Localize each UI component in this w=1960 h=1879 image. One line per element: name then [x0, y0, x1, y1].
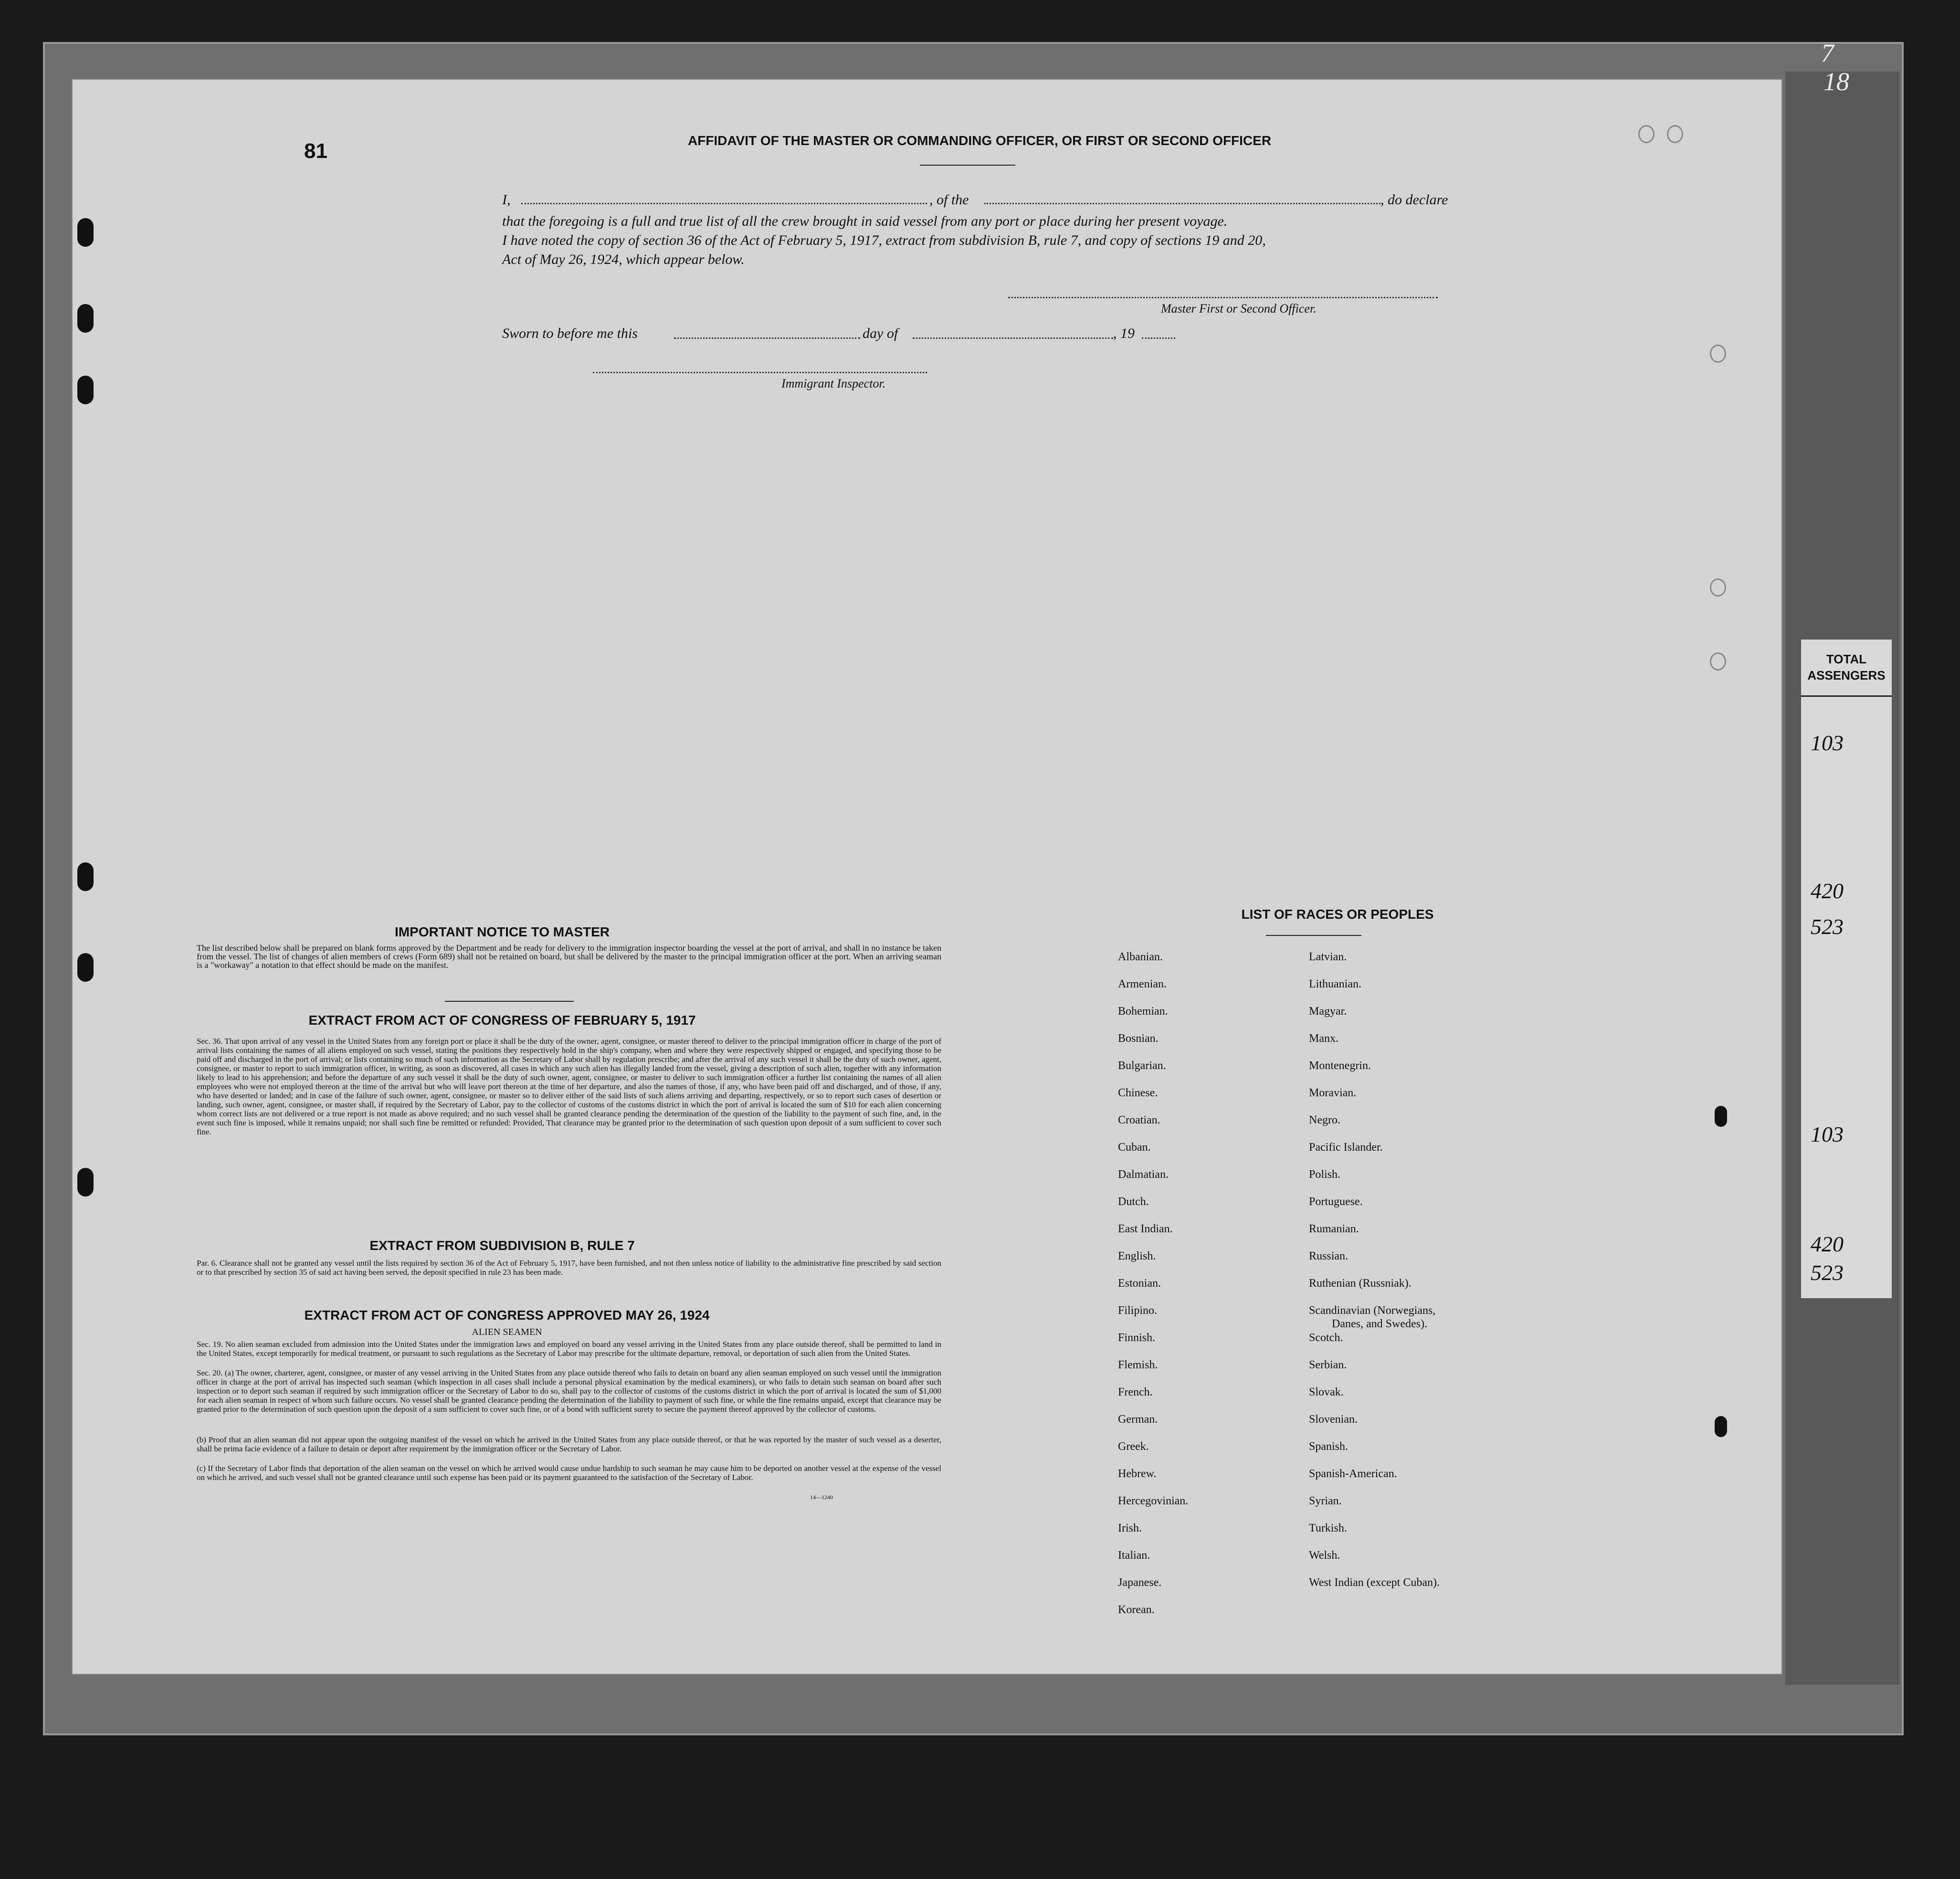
manifest-page	[72, 79, 1782, 1675]
race-item: Spanish.	[1309, 1440, 1349, 1453]
race-item: English.	[1118, 1250, 1156, 1262]
tally-value: 103	[1811, 731, 1844, 755]
notice-rule	[445, 1001, 574, 1002]
binder-ring	[1710, 578, 1726, 597]
affidavit-line2: that the foregoing is a full and true list of all the crew brought in said vessel from any port or place during her present voyage.	[502, 213, 1228, 229]
race-item: Portuguese.	[1309, 1196, 1363, 1208]
sec-20b-text: (b) Proof that an alien seaman did not appear upon the outgoing manifest of the vessel on which he arrived in the United States from any place outside thereof, or that he was reported by the master of such vessel as a deserter, shall be prima facie evidence of a failure to detain or deport after requirement by the immigration officer or the Secretary of Labor.	[197, 1435, 941, 1453]
race-item: Dutch.	[1118, 1196, 1149, 1208]
tally-value: 523	[1811, 914, 1844, 939]
race-item: French.	[1118, 1386, 1153, 1398]
race-item: Turkish.	[1309, 1522, 1347, 1534]
affidavit-i: I,	[502, 192, 511, 208]
inspector-signature-line	[593, 372, 927, 373]
race-item: Negro.	[1309, 1114, 1340, 1126]
race-item: Ruthenian (Russniak).	[1309, 1277, 1412, 1290]
vessel-blank	[984, 203, 1380, 204]
race-item: Korean.	[1118, 1604, 1155, 1616]
race-item: Greek.	[1118, 1440, 1149, 1453]
race-item: Scandinavian (Norwegians,	[1309, 1304, 1436, 1317]
races-title: LIST OF RACES OR PEOPLES	[1241, 907, 1434, 922]
extract-1917-title: EXTRACT FROM ACT OF CONGRESS OF FEBRUARY 5, 1917	[308, 1013, 696, 1028]
punch-hole	[1715, 1106, 1727, 1127]
sec-20c-text: (c) If the Secretary of Labor finds that deportation of the alien seaman on the vessel on which he arrived would cause undue hardship to such seaman he may cause him to be deported on another vessel at the expense of the vessel on which he arrived, and such vessel shall not be granted clearance until such expense has been paid or its payment guaranteed to the satisfaction of the Secretary of Labor.	[197, 1464, 941, 1482]
alien-seamen-subtitle: ALIEN SEAMEN	[472, 1327, 542, 1337]
tally-header-line2: ASSENGERS	[1807, 668, 1886, 682]
sworn-year-blank	[1142, 337, 1175, 339]
sec-19-text: Sec. 19. No alien seaman excluded from admission into the United States under the immigration laws and employed on board any vessel arriving in the United States from any place outside thereof, shall be permitted to land in the United States, except temporarily for medical treatment, or pursuant to such regulations as the Secretary of Labor may prescribe for the ultimate departure, removal, or deportation of such alien from the United States.	[197, 1340, 941, 1358]
race-item: German.	[1118, 1413, 1158, 1426]
race-item: East Indian.	[1118, 1223, 1173, 1235]
race-item: Rumanian.	[1309, 1223, 1359, 1235]
race-item: Magyar.	[1309, 1005, 1347, 1018]
affidavit-title: AFFIDAVIT OF THE MASTER OR COMMANDING OFFICER, OR FIRST OR SECOND OFFICER	[687, 133, 1272, 148]
race-item: Slovenian.	[1309, 1413, 1358, 1426]
total-passengers-column	[1800, 640, 1892, 1298]
punch-hole	[77, 1168, 94, 1197]
race-item: Serbian.	[1309, 1359, 1347, 1371]
races-left-column	[1118, 944, 1299, 1624]
race-item: Moravian.	[1309, 1087, 1357, 1099]
tally-header	[1801, 640, 1892, 697]
race-item: Flemish.	[1118, 1359, 1158, 1371]
tally-value: 420	[1811, 879, 1844, 903]
punch-hole	[77, 862, 94, 891]
sworn-month-blank	[913, 337, 1113, 339]
punch-hole	[77, 376, 94, 404]
race-item: Latvian.	[1309, 951, 1347, 963]
race-item: Syrian.	[1309, 1495, 1342, 1507]
binder-ring	[1710, 345, 1726, 363]
sworn-text: Sworn to before me this	[502, 325, 638, 341]
race-item: Welsh.	[1309, 1549, 1340, 1562]
margin-mark-2: 18	[1823, 67, 1849, 96]
race-item: Bosnian.	[1118, 1032, 1159, 1045]
binder-ring	[1667, 125, 1683, 143]
race-item: Pacific Islander.	[1309, 1141, 1383, 1154]
extract-1917-text: Sec. 36. That upon arrival of any vessel in the United States from any foreign port or place it shall be the duty of the owner, agent, consignee, or master thereof to deliver to the principal immigration officer in charge of the port of arrival lists containing the names of all aliens employed on such vessel, stating the positions they respectively hold in the ship's company, when and where they were respectively shipped or engaged, and specifying those to be paid off and discharged in the port of arrival; or lists containing so much of such information as the Secretary of Labor shall by regulation prescribe; and after the arrival of any such vessel it shall be the duty of such owner, agent, consignee, or master to report to such immigration officer, in writing, as soon as discovered, all cases in which any such alien has illegally landed from the vessel, giving a description of such alien, together with any information likely to lead to his apprehension; and before the departure of any such vessel it shall be the duty of such owner, agent, consignee, or master to deliver to such immigration officer a further list containing the names of all alien employees who were not employed thereon at the time of the arrival but who will leave port thereon at the time of her departure, and also the names of those, if any, who have been paid off and discharged, and of those, if any, who have deserted or landed; and in case of the failure of such owner, agent, consignee, or master so to deliver either of the said lists of such aliens arriving and departing, respectively, or so to report such cases of desertion or landing, such owner, agent, consignee, or master shall, if required by the Secretary of Labor, pay to the collector of customs of the customs district in which the port of arrival is located the sum of $10 for each alien concerning whom correct lists are not delivered or a true report is not made as above required; and no such vessel shall be granted clearance pending the determination of the question of the liability to the payment of such fine, and, in the event such fine is imposed, while it remains unpaid; nor shall such fine be remitted or refunded: Provided, That clearance may be granted prior to the determination of such question upon deposit of a sum sufficient to cover such fine.	[197, 1037, 941, 1136]
inspector-label: Immigrant Inspector.	[781, 377, 886, 390]
race-item: Irish.	[1118, 1522, 1142, 1534]
race-item: Filipino.	[1118, 1304, 1158, 1317]
punch-hole	[77, 218, 94, 247]
punch-hole	[1715, 1416, 1727, 1437]
page-code: 81	[304, 139, 327, 163]
tally-value: 103	[1811, 1122, 1844, 1146]
name-blank	[521, 203, 927, 204]
race-item: Hebrew.	[1118, 1468, 1157, 1480]
extract-1924-title: EXTRACT FROM ACT OF CONGRESS APPROVED MAY 26, 1924	[304, 1308, 710, 1323]
master-label: Master First or Second Officer.	[1161, 302, 1317, 315]
title-rule	[920, 165, 1015, 166]
master-signature-line	[1008, 297, 1438, 298]
tally-value: 420	[1811, 1232, 1844, 1256]
race-item: Chinese.	[1118, 1087, 1158, 1099]
rule7-text: Par. 6. Clearance shall not be granted any vessel until the lists required by section 36 of the Act of February 5, 1917, have been furnished, and not then unless notice of liability to the administrative fine prescribed by said section or to that prescribed by section 35 of said act having been served, the deposit specified in rule 23 has been made.	[197, 1259, 941, 1277]
notice-title: IMPORTANT NOTICE TO MASTER	[394, 924, 610, 939]
race-item: Croatian.	[1118, 1114, 1160, 1126]
binder-ring	[1638, 125, 1654, 143]
race-item: Finnish.	[1118, 1332, 1156, 1344]
race-item: Montenegrin.	[1309, 1060, 1371, 1072]
affidavit-of-the: , of the	[929, 192, 969, 208]
affidavit-line3: I have noted the copy of section 36 of the Act of February 5, 1917, extract from subdivision B, rule 7, and copy of sections 19 and 20,	[502, 232, 1266, 248]
tally-header-line1: TOTAL	[1826, 652, 1867, 666]
race-item: Armenian.	[1118, 978, 1167, 990]
race-item: Dalmatian.	[1118, 1168, 1169, 1181]
race-item: Scotch.	[1309, 1332, 1343, 1344]
race-item: Bulgarian.	[1118, 1060, 1166, 1072]
race-item: Manx.	[1309, 1032, 1338, 1045]
sworn-day-blank	[674, 337, 860, 339]
form-number: 14—1240	[810, 1494, 833, 1501]
tally-value: 523	[1811, 1260, 1844, 1285]
race-item: Albanian.	[1118, 951, 1163, 963]
affidavit-do-declare: , do declare	[1380, 192, 1448, 208]
sworn-year: , 19	[1113, 325, 1135, 341]
race-item: Japanese.	[1118, 1576, 1162, 1589]
races-rule	[1266, 935, 1361, 936]
affidavit-line4: Act of May 26, 1924, which appear below.	[502, 252, 745, 267]
rule7-title: EXTRACT FROM SUBDIVISION B, RULE 7	[369, 1238, 635, 1253]
races-right-column	[1309, 944, 1576, 1596]
race-item-continued: Danes, and Swedes).	[1332, 1318, 1427, 1330]
race-item: Bohemian.	[1118, 1005, 1168, 1018]
margin-mark: 7	[1821, 39, 1834, 67]
notice-text: The list described below shall be prepared on blank forms approved by the Department and be ready for delivery to the immigration inspector boarding the vessel at the port of arrival, and shall in no instance be taken from the vessel. The list of changes of alien members of crews (Form 689) shall not be retained on board, but shall be delivered by the master to the principal immigration officer at the port. When an arriving seaman is a "workaway" a notation to that effect should be made on the manifest.	[197, 943, 941, 970]
race-item: Slovak.	[1309, 1386, 1344, 1398]
race-item: Hercegovinian.	[1118, 1495, 1189, 1507]
race-item: Cuban.	[1118, 1141, 1151, 1154]
sec-20a-text: Sec. 20. (a) The owner, charterer, agent, consignee, or master of any vessel arriving in the United States from any place outside thereof who fails to detain on board any alien seaman employed on such vessel until the immigration officer in charge at the port of arrival has inspected such seaman (which inspection in all cases shall include a personal physical examination by the medical examiners), or who fails to detain such seaman on board after such inspection or to deport such seaman if required by such immigration officer or the Secretary of Labor to do so, shall pay to the collector of customs of the customs district in which the port of arrival is located the sum of $1,000 for each alien seaman in respect of whom such failure occurs. No vessel shall be granted clearance pending the determination of the liability to payment of such fine, or while the fine remains unpaid, except that clearance may be granted prior to the determination of such question upon the deposit of a sum sufficient to cover such fine, or of a bond with sufficient surety to secure the payment thereof approved by the collector of customs.	[197, 1368, 941, 1414]
punch-hole	[77, 304, 94, 333]
race-item: West Indian (except Cuban).	[1309, 1576, 1440, 1589]
binder-ring	[1710, 652, 1726, 671]
race-item: Russian.	[1309, 1250, 1349, 1262]
race-item: Lithuanian.	[1309, 978, 1361, 990]
race-item: Spanish-American.	[1309, 1468, 1397, 1480]
race-item: Estonian.	[1118, 1277, 1161, 1290]
race-item: Polish.	[1309, 1168, 1341, 1181]
race-item: Italian.	[1118, 1549, 1150, 1562]
punch-hole	[77, 953, 94, 982]
sworn-day-of: day of	[863, 325, 898, 341]
